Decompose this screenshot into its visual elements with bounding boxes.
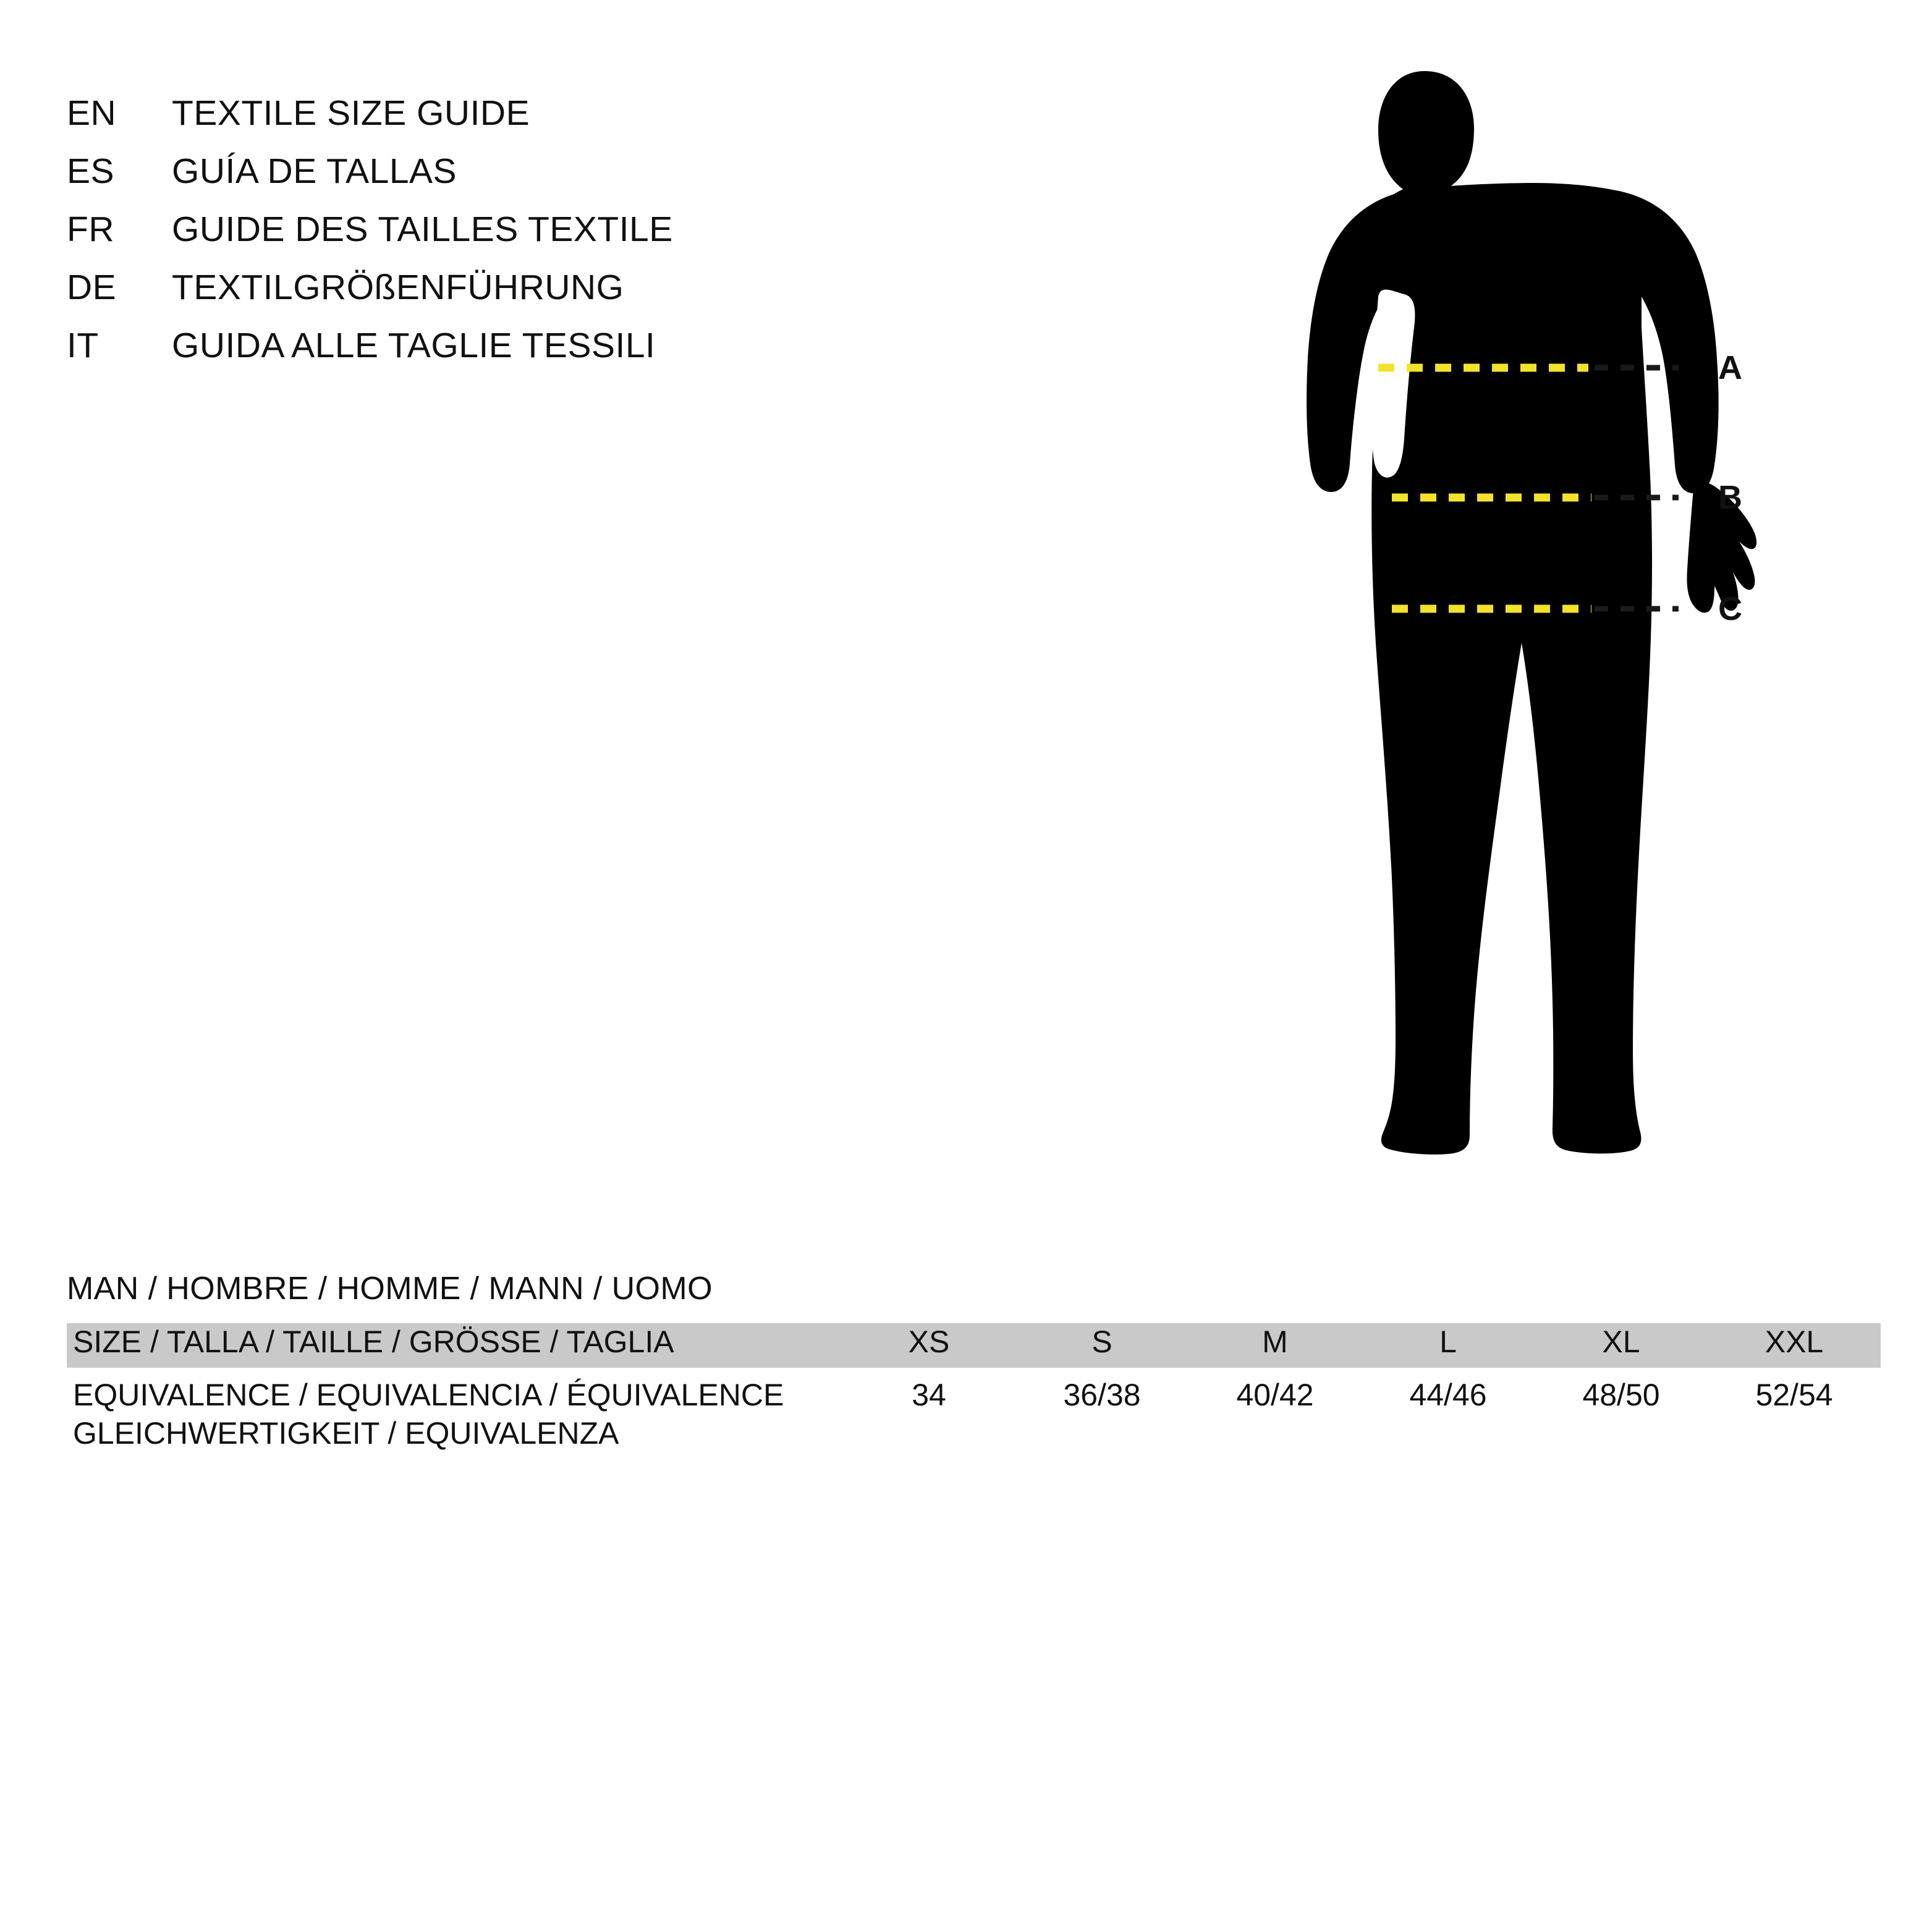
language-text-es: GUÍA DE TALLAS	[172, 151, 457, 191]
equivalence-cell-xxl: 52/54	[1755, 1378, 1833, 1412]
size-table-header-label: SIZE / TALLA / TAILLE / GRÖSSE / TAGLIA	[67, 1323, 842, 1368]
equivalence-cell-xs: 34	[912, 1378, 946, 1412]
language-row-es	[67, 151, 673, 209]
size-table-block	[67, 1270, 1875, 1451]
size-table-caption: MAN / HOMBRE / HOMME / MANN / UOMO	[67, 1271, 713, 1307]
equivalence-row-label-second-line: GLEICHWERTIGKEIT / EQUIVALENZA	[73, 1416, 619, 1451]
size-cell-m: M	[1188, 1323, 1362, 1368]
size-cell-l: L	[1362, 1323, 1535, 1368]
body-measurement-diagram	[1286, 37, 1792, 1199]
language-code-de: DE	[67, 268, 117, 307]
language-row-it	[67, 325, 673, 383]
measure-label-a: A	[1718, 349, 1742, 386]
size-cell-xs: XS	[842, 1323, 1015, 1368]
language-code-it: IT	[67, 326, 99, 365]
language-text-en: TEXTILE SIZE GUIDE	[172, 93, 530, 133]
size-table-header-row	[67, 1323, 1881, 1368]
language-row-de	[67, 267, 673, 325]
size-cell-xxl: XXL	[1708, 1323, 1881, 1368]
equivalence-cell-m: 40/42	[1236, 1378, 1314, 1412]
language-code-en: EN	[67, 93, 117, 133]
language-row-en	[67, 93, 673, 151]
size-table-equivalence-row	[67, 1368, 1881, 1414]
size-cell-xl: XL	[1535, 1323, 1708, 1368]
size-table	[67, 1323, 1881, 1414]
language-text-fr: GUIDE DES TAILLES TEXTILE	[172, 210, 673, 249]
language-text-de: TEXTILGRÖßENFÜHRUNG	[172, 268, 624, 307]
language-code-fr: FR	[67, 210, 114, 249]
measurement-lines	[1286, 37, 1792, 1199]
language-text-it: GUIDA ALLE TAGLIE TESSILI	[172, 326, 656, 365]
measure-label-b: B	[1718, 479, 1742, 516]
size-cell-s: S	[1015, 1323, 1188, 1368]
language-code-es: ES	[67, 151, 115, 191]
language-row-fr	[67, 209, 673, 267]
equivalence-row-label: EQUIVALENCE / EQUIVALENCIA / ÉQUIVALENCE	[73, 1378, 784, 1412]
measure-label-c: C	[1718, 590, 1742, 627]
equivalence-cell-xl: 48/50	[1582, 1378, 1660, 1412]
language-list	[67, 93, 673, 383]
equivalence-cell-l: 44/46	[1409, 1378, 1487, 1412]
equivalence-cell-s: 36/38	[1063, 1378, 1141, 1412]
